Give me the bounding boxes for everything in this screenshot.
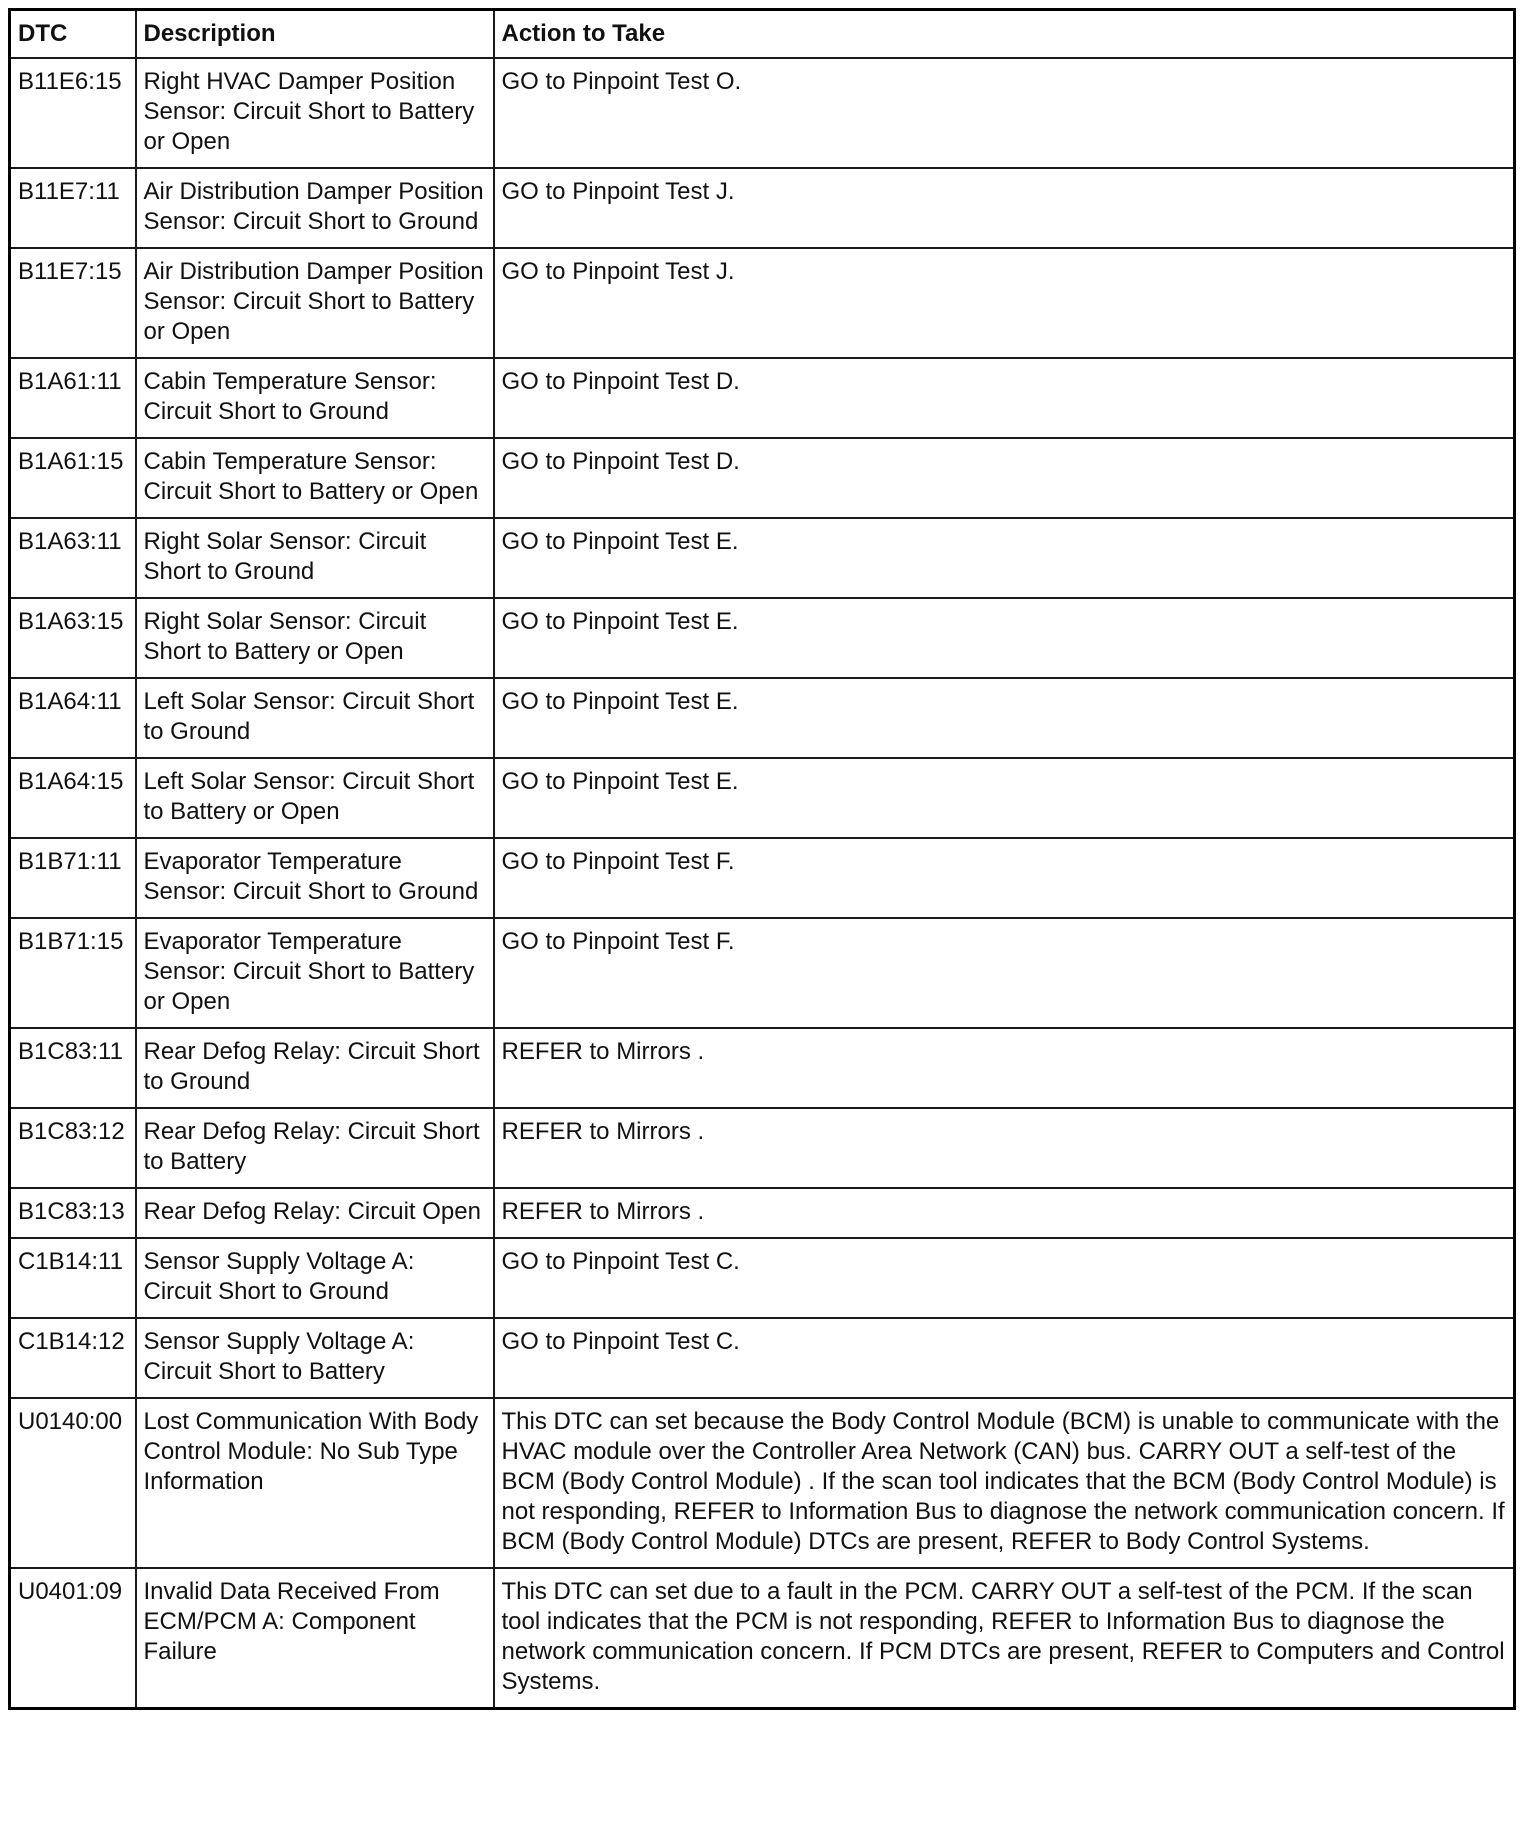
table-row bbox=[10, 1238, 1515, 1318]
dtc-description: Air Distribution Damper Position Sensor: Circuit Short to Battery or Open bbox=[136, 248, 494, 358]
header-description: Description bbox=[136, 10, 494, 59]
dtc-action: GO to Pinpoint Test J. bbox=[494, 248, 1515, 358]
table-row bbox=[10, 248, 1515, 358]
dtc-description: Air Distribution Damper Position Sensor: Circuit Short to Ground bbox=[136, 168, 494, 248]
dtc-code: B1A61:15 bbox=[10, 438, 136, 518]
dtc-action: GO to Pinpoint Test D. bbox=[494, 438, 1515, 518]
header-action: Action to Take bbox=[494, 10, 1515, 59]
dtc-code: B1A61:11 bbox=[10, 358, 136, 438]
dtc-action: GO to Pinpoint Test F. bbox=[494, 918, 1515, 1028]
table-header-row bbox=[10, 10, 1515, 59]
dtc-code: B1C83:13 bbox=[10, 1188, 136, 1238]
dtc-code: U0140:00 bbox=[10, 1398, 136, 1568]
dtc-action: GO to Pinpoint Test O. bbox=[494, 58, 1515, 168]
dtc-description: Evaporator Temperature Sensor: Circuit Short to Battery or Open bbox=[136, 918, 494, 1028]
dtc-code: B11E6:15 bbox=[10, 58, 136, 168]
dtc-code: B1A64:11 bbox=[10, 678, 136, 758]
dtc-code: B1C83:11 bbox=[10, 1028, 136, 1108]
dtc-description: Right Solar Sensor: Circuit Short to Battery or Open bbox=[136, 598, 494, 678]
dtc-action: This DTC can set because the Body Control Module (BCM) is unable to communicate with the HVAC module over the Controller Area Network (CAN) bus. CARRY OUT a self-test of the BCM (Body Control Module) . If the scan tool indicates that the BCM (Body Control Module) is not responding, REFER to Information Bus to diagnose the network communication concern. If BCM (Body Control Module) DTCs are present, REFER to Body Control Systems. bbox=[494, 1398, 1515, 1568]
table-row bbox=[10, 168, 1515, 248]
table-row bbox=[10, 598, 1515, 678]
dtc-action: REFER to Mirrors . bbox=[494, 1188, 1515, 1238]
dtc-action: GO to Pinpoint Test J. bbox=[494, 168, 1515, 248]
header-dtc: DTC bbox=[10, 10, 136, 59]
table-row bbox=[10, 518, 1515, 598]
dtc-action: GO to Pinpoint Test E. bbox=[494, 758, 1515, 838]
dtc-code: B1B71:15 bbox=[10, 918, 136, 1028]
table-row bbox=[10, 438, 1515, 518]
dtc-action: GO to Pinpoint Test C. bbox=[494, 1318, 1515, 1398]
dtc-code: B11E7:15 bbox=[10, 248, 136, 358]
dtc-table bbox=[8, 8, 1516, 1710]
dtc-description: Rear Defog Relay: Circuit Short to Ground bbox=[136, 1028, 494, 1108]
dtc-code: B11E7:11 bbox=[10, 168, 136, 248]
table-row bbox=[10, 1108, 1515, 1188]
table-row bbox=[10, 918, 1515, 1028]
dtc-table-container bbox=[8, 8, 1513, 1710]
table-row bbox=[10, 1318, 1515, 1398]
dtc-code: B1B71:11 bbox=[10, 838, 136, 918]
dtc-action: This DTC can set due to a fault in the PCM. CARRY OUT a self-test of the PCM. If the scan tool indicates that the PCM is not responding, REFER to Information Bus to diagnose the network communication concern. If PCM DTCs are present, REFER to Computers and Control Systems. bbox=[494, 1568, 1515, 1709]
dtc-description: Invalid Data Received From ECM/PCM A: Component Failure bbox=[136, 1568, 494, 1709]
dtc-description: Sensor Supply Voltage A: Circuit Short to Battery bbox=[136, 1318, 494, 1398]
dtc-code: B1A64:15 bbox=[10, 758, 136, 838]
dtc-code: B1A63:11 bbox=[10, 518, 136, 598]
table-row bbox=[10, 838, 1515, 918]
dtc-description: Right Solar Sensor: Circuit Short to Ground bbox=[136, 518, 494, 598]
dtc-description: Lost Communication With Body Control Module: No Sub Type Information bbox=[136, 1398, 494, 1568]
table-row bbox=[10, 58, 1515, 168]
dtc-description: Sensor Supply Voltage A: Circuit Short to Ground bbox=[136, 1238, 494, 1318]
table-row bbox=[10, 1028, 1515, 1108]
dtc-description: Left Solar Sensor: Circuit Short to Battery or Open bbox=[136, 758, 494, 838]
dtc-code: B1A63:15 bbox=[10, 598, 136, 678]
dtc-description: Cabin Temperature Sensor: Circuit Short to Battery or Open bbox=[136, 438, 494, 518]
dtc-code: C1B14:11 bbox=[10, 1238, 136, 1318]
dtc-action: GO to Pinpoint Test C. bbox=[494, 1238, 1515, 1318]
dtc-description: Left Solar Sensor: Circuit Short to Ground bbox=[136, 678, 494, 758]
dtc-code: B1C83:12 bbox=[10, 1108, 136, 1188]
dtc-description: Rear Defog Relay: Circuit Open bbox=[136, 1188, 494, 1238]
dtc-code: C1B14:12 bbox=[10, 1318, 136, 1398]
dtc-action: GO to Pinpoint Test E. bbox=[494, 598, 1515, 678]
table-row bbox=[10, 1568, 1515, 1709]
dtc-description: Rear Defog Relay: Circuit Short to Battery bbox=[136, 1108, 494, 1188]
dtc-code: U0401:09 bbox=[10, 1568, 136, 1709]
table-row bbox=[10, 678, 1515, 758]
table-row bbox=[10, 1188, 1515, 1238]
dtc-description: Evaporator Temperature Sensor: Circuit Short to Ground bbox=[136, 838, 494, 918]
table-row bbox=[10, 358, 1515, 438]
dtc-action: GO to Pinpoint Test E. bbox=[494, 678, 1515, 758]
dtc-action: GO to Pinpoint Test E. bbox=[494, 518, 1515, 598]
dtc-action: REFER to Mirrors . bbox=[494, 1108, 1515, 1188]
dtc-description: Right HVAC Damper Position Sensor: Circuit Short to Battery or Open bbox=[136, 58, 494, 168]
table-row bbox=[10, 758, 1515, 838]
dtc-action: GO to Pinpoint Test D. bbox=[494, 358, 1515, 438]
dtc-action: GO to Pinpoint Test F. bbox=[494, 838, 1515, 918]
dtc-action: REFER to Mirrors . bbox=[494, 1028, 1515, 1108]
dtc-description: Cabin Temperature Sensor: Circuit Short to Ground bbox=[136, 358, 494, 438]
table-row bbox=[10, 1398, 1515, 1568]
